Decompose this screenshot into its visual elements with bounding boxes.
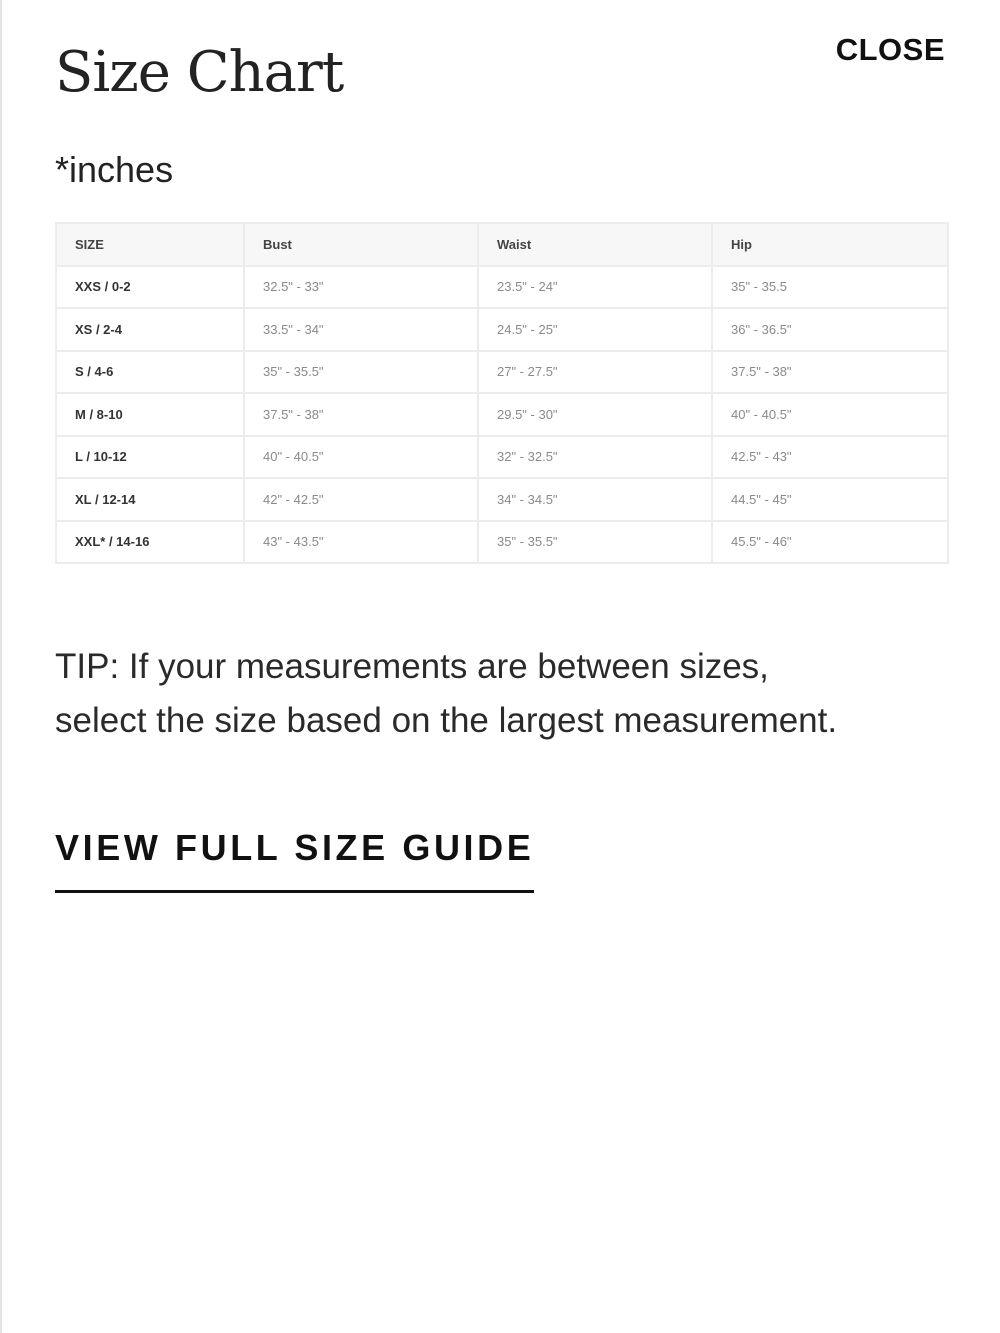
table-row — [56, 393, 948, 436]
hip-cell: 45.5" - 46" — [712, 521, 948, 564]
sizing-tip-line-1: TIP: If your measurements are between sizes, — [55, 647, 769, 686]
size-cell: XXL* / 14-16 — [56, 521, 244, 564]
waist-cell: 23.5" - 24" — [478, 266, 712, 309]
bust-cell: 35" - 35.5" — [244, 351, 478, 394]
size-cell: L / 10-12 — [56, 436, 244, 479]
bust-cell: 40" - 40.5" — [244, 436, 478, 479]
page-title: Size Chart — [55, 40, 344, 105]
sizing-tip-line-2: select the size based on the largest measurement. — [55, 701, 838, 740]
hip-cell: 42.5" - 43" — [712, 436, 948, 479]
table-row — [56, 351, 948, 394]
table-row — [56, 308, 948, 351]
size-chart-table — [55, 222, 949, 564]
size-cell: XXS / 0-2 — [56, 266, 244, 309]
view-full-size-guide-link[interactable]: VIEW FULL SIZE GUIDE — [55, 830, 534, 893]
bust-cell: 32.5" - 33" — [244, 266, 478, 309]
table-row — [56, 266, 948, 309]
size-cell: M / 8-10 — [56, 393, 244, 436]
waist-cell: 27" - 27.5" — [478, 351, 712, 394]
column-header-waist: Waist — [478, 223, 712, 266]
bust-cell: 42" - 42.5" — [244, 478, 478, 521]
column-header-bust: Bust — [244, 223, 478, 266]
hip-cell: 35" - 35.5 — [712, 266, 948, 309]
table-row — [56, 521, 948, 564]
hip-cell: 44.5" - 45" — [712, 478, 948, 521]
sizing-tip — [55, 640, 955, 748]
column-header-size: SIZE — [56, 223, 244, 266]
panel-left-border — [0, 0, 2, 1333]
bust-cell: 37.5" - 38" — [244, 393, 478, 436]
close-button[interactable]: CLOSE — [835, 32, 945, 67]
units-note: *inches — [55, 149, 174, 190]
size-cell: XS / 2-4 — [56, 308, 244, 351]
waist-cell: 24.5" - 25" — [478, 308, 712, 351]
waist-cell: 29.5" - 30" — [478, 393, 712, 436]
table-row — [56, 478, 948, 521]
size-cell: S / 4-6 — [56, 351, 244, 394]
hip-cell: 37.5" - 38" — [712, 351, 948, 394]
column-header-hip: Hip — [712, 223, 948, 266]
hip-cell: 36" - 36.5" — [712, 308, 948, 351]
waist-cell: 32" - 32.5" — [478, 436, 712, 479]
bust-cell: 33.5" - 34" — [244, 308, 478, 351]
table-header-row — [56, 223, 948, 266]
size-cell: XL / 12-14 — [56, 478, 244, 521]
waist-cell: 35" - 35.5" — [478, 521, 712, 564]
hip-cell: 40" - 40.5" — [712, 393, 948, 436]
table-row — [56, 436, 948, 479]
bust-cell: 43" - 43.5" — [244, 521, 478, 564]
waist-cell: 34" - 34.5" — [478, 478, 712, 521]
